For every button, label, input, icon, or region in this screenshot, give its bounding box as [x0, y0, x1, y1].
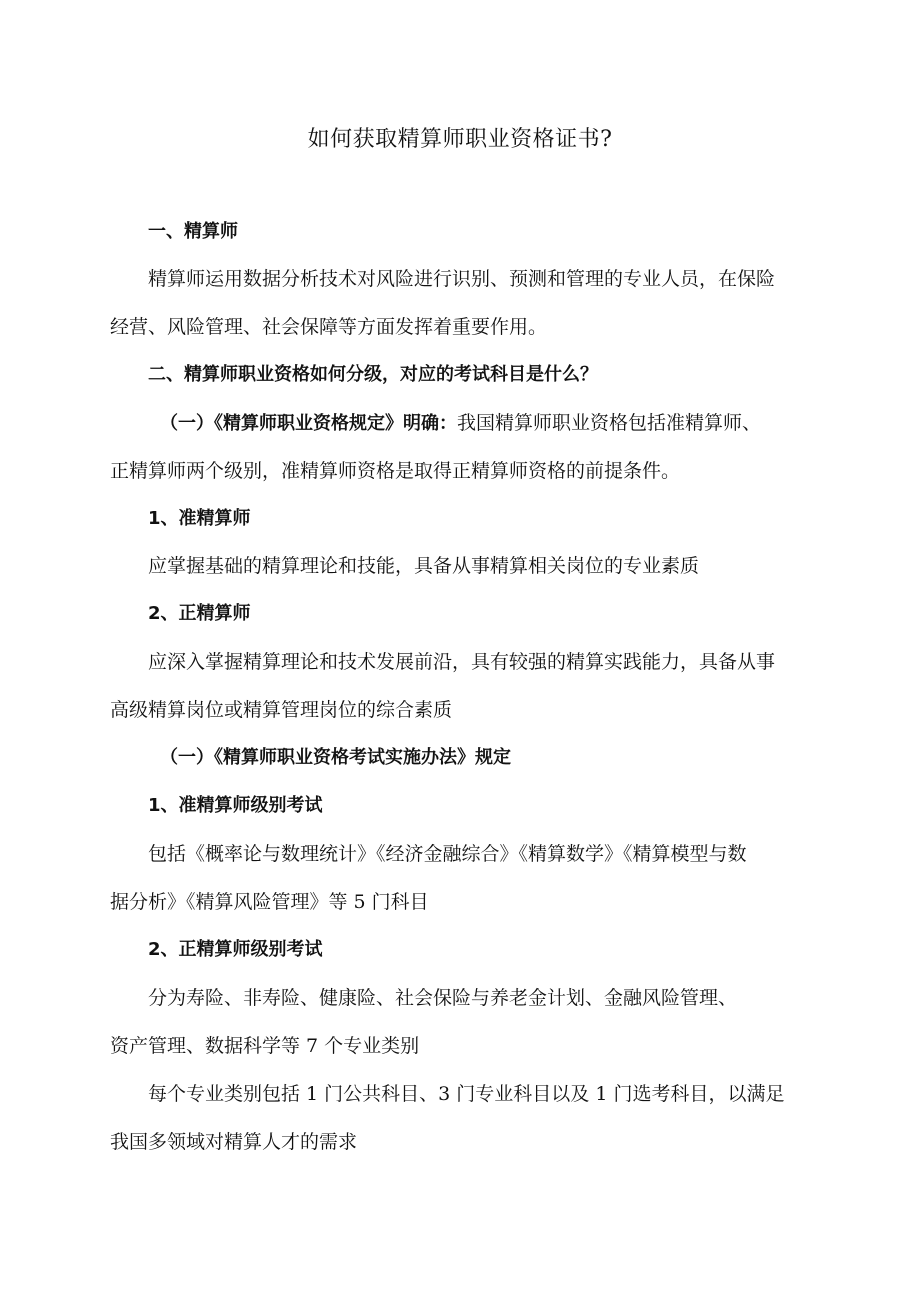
exam-1-heading: 1、准精算师级别考试	[148, 795, 323, 816]
regulation-name: （一）《精算师职业资格规定》明确：	[160, 413, 457, 434]
exam-2-categories-line-2: 资产管理、数据科学等 7 个专业类别	[110, 1035, 420, 1057]
level-1-heading: 1、准精算师	[148, 508, 251, 529]
level-2-description-line-1: 应深入掌握精算理论和技术发展前沿，具有较强的精算实践能力，具备从事	[148, 651, 776, 673]
exam-1-subjects-line-2: 据分析》《精算风险管理》等 5 门科目	[110, 891, 429, 913]
section-1-paragraph-line-1: 精算师运用数据分析技术对风险进行识别、预测和管理的专业人员，在保险	[148, 268, 776, 290]
exam-1-subjects-line-1: 包括《概率论与数理统计》《经济金融综合》《精算数学》《精算模型与数	[148, 843, 747, 865]
section-1-heading: 一、精算师	[148, 221, 238, 242]
section-2-subsection-1-line-2: 正精算师两个级别，准精算师资格是取得正精算师资格的前提条件。	[110, 460, 681, 482]
exam-2-categories-line-1: 分为寿险、非寿险、健康险、社会保险与养老金计划、金融风险管理、	[148, 987, 738, 1009]
section-2-subsection-2-heading: （一）《精算师职业资格考试实施办法》规定	[160, 747, 511, 768]
exam-2-structure-line-2: 我国多领域对精算人才的需求	[110, 1131, 358, 1153]
exam-2-heading: 2、正精算师级别考试	[148, 939, 323, 960]
regulation-text: 我国精算师职业资格包括准精算师、	[457, 412, 762, 434]
section-2-subsection-1-line-1	[160, 409, 865, 438]
exam-2-structure-line-1: 每个专业类别包括 1 门公共科目、3 门专业科目以及 1 门选考科目，以满足	[148, 1083, 785, 1105]
level-1-description: 应掌握基础的精算理论和技能，具备从事精算相关岗位的专业素质	[148, 555, 700, 577]
document-title: 如何获取精算师职业资格证书?	[307, 127, 613, 152]
level-2-heading: 2、正精算师	[148, 603, 251, 624]
level-2-description-line-2: 高级精算岗位或精算管理岗位的综合素质	[110, 699, 453, 721]
section-1-paragraph-line-2: 经营、风险管理、社会保障等方面发挥着重要作用。	[110, 316, 548, 338]
section-2-heading: 二、精算师职业资格如何分级，对应的考试科目是什么？	[148, 364, 598, 385]
